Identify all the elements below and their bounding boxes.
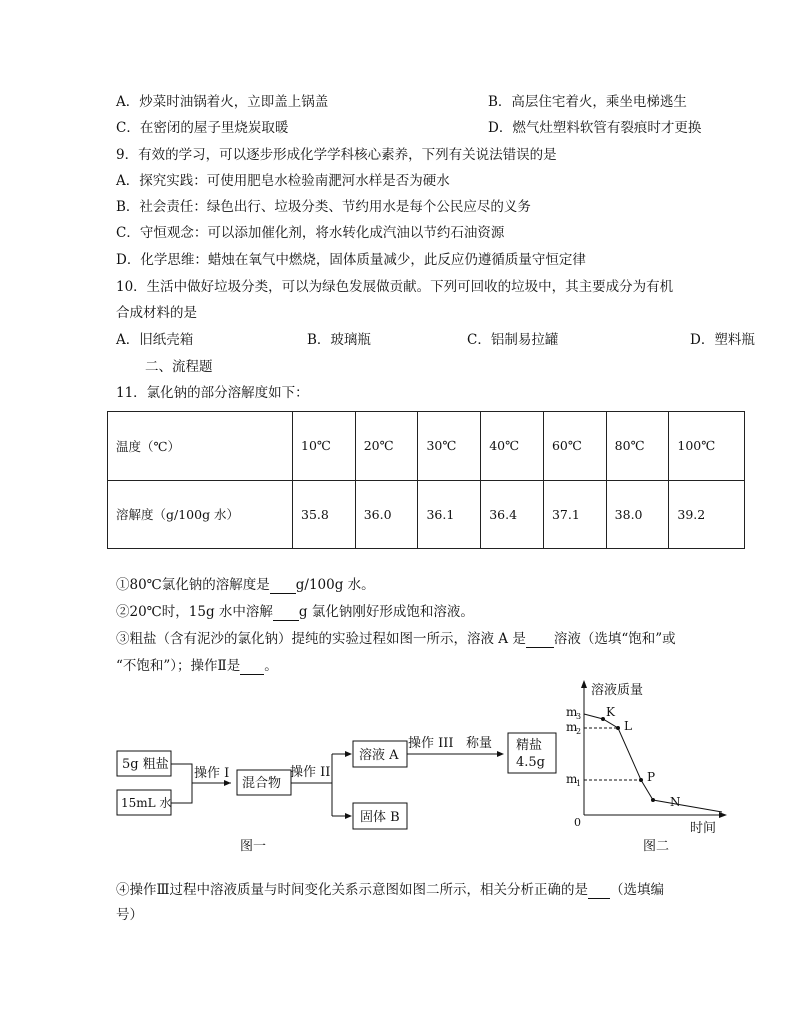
table-cell: 35.8 [293, 480, 356, 549]
label-point-l: L [624, 719, 632, 733]
table-cell: 36.4 [481, 480, 544, 549]
tick-label-m3: m [566, 705, 578, 719]
label-point-n: N [670, 795, 681, 809]
table-cell: 39.2 [669, 480, 745, 549]
table-cell: 60℃ [543, 412, 606, 481]
table-cell: 36.0 [355, 480, 418, 549]
q11-sub3-text-c: “不饱和”）；操作Ⅱ是 [116, 658, 241, 674]
table-cell: 100℃ [669, 412, 745, 481]
q11-sub2-text-a: ②20℃时，15g 水中溶解 [116, 604, 273, 620]
point-l [616, 726, 620, 730]
q10-option-d: D．塑料瓶 [690, 332, 755, 348]
q11-sub1-text-a: ①80℃氯化钠的溶解度是 [116, 577, 270, 593]
x-axis-label: 时间 [690, 821, 717, 836]
q8-option-d: D．燃气灶塑料软管有裂痕时才更换 [488, 120, 702, 136]
label-point-k: K [606, 705, 615, 719]
q11-sub4-text-b: （选填编 [610, 882, 665, 898]
label-crude-salt: 5g 粗盐 [122, 757, 169, 772]
label-fine-salt-mass: 4.5g [516, 755, 545, 770]
point-n [651, 798, 655, 802]
table-cell: 36.1 [418, 480, 481, 549]
label-point-p: P [647, 770, 656, 784]
q9-option-a: A．探究实践：可使用肥皂水检验南淝河水样是否为硬水 [116, 173, 450, 189]
q9-option-b: B．社会责任：绿色出行、垃圾分类、节约用水是每个公民应尽的义务 [116, 199, 531, 215]
table-cell: 20℃ [355, 412, 418, 481]
table-header-solubility: 溶解度（g/100g 水） [108, 480, 293, 549]
tick-label-m1-sub: 1 [576, 779, 582, 788]
figure-two-graph [566, 680, 727, 854]
q8-option-b: B．高层住宅着火，乘坐电梯逃生 [488, 94, 687, 110]
tick-label-m2: m [566, 720, 578, 734]
q10-option-a: A．旧纸壳箱 [116, 332, 194, 348]
label-op3: 操作 III [408, 736, 454, 751]
q9-option-d: D．化学思维：蜡烛在氧气中燃烧，固体质量减少，此反应仍遵循质量守恒定律 [116, 252, 586, 268]
q10-stem-line2: 合成材料的是 [116, 305, 197, 321]
q9-option-c: C．守恒观念：可以添加催化剂，将水转化成汽油以节约石油资源 [116, 225, 505, 241]
q11-sub3-text-d: 。 [264, 658, 278, 674]
label-solid-b: 固体 B [360, 810, 400, 825]
q10-option-c: C．铝制易拉罐 [467, 332, 559, 348]
table-header-temperature: 温度（℃） [108, 412, 293, 481]
tick-label-m1: m [566, 772, 578, 786]
label-fine-salt: 精盐 [516, 738, 543, 753]
label-op2: 操作 II [290, 765, 331, 780]
q9-stem: 9．有效的学习，可以逐步形成化学学科核心素养，下列有关说法错误的是 [116, 147, 557, 163]
q11-sub4-line2: 号） [116, 907, 143, 923]
q11-sub3-text-b: 溶液（选填“饱和”或 [553, 631, 676, 647]
label-op1: 操作 I [194, 766, 230, 781]
figure-one-flowchart [117, 733, 556, 854]
table-cell: 37.1 [543, 480, 606, 549]
arrow-head [345, 751, 352, 757]
tick-label-m3-sub: 3 [576, 712, 582, 721]
label-water: 15mL 水 [121, 796, 172, 810]
q8-option-c: C．在密闭的屋子里烧炭取暖 [116, 120, 289, 136]
point-k [601, 717, 605, 721]
merge-bracket [171, 764, 192, 803]
figure-two-caption: 图二 [643, 839, 670, 854]
y-axis-arrow [581, 680, 587, 688]
y-axis-label: 溶液质量 [591, 683, 644, 698]
mass-time-curve [584, 714, 722, 812]
label-mixture: 混合物 [242, 776, 282, 791]
q10-option-b: B．玻璃瓶 [307, 332, 371, 348]
q11-sub4-text-a: ④操作Ⅲ过程中溶液质量与时间变化关系示意图如图二所示，相关分析正确的是 [116, 882, 589, 898]
table-cell: 38.0 [606, 480, 669, 549]
x-axis-arrow [719, 812, 727, 818]
table-cell: 40℃ [481, 412, 544, 481]
arrow-head [345, 813, 352, 819]
tick-label-m2-sub: 2 [576, 727, 582, 736]
q11-stem: 11．氯化钠的部分溶解度如下： [116, 385, 309, 401]
q11-sub3-text-a: ③粗盐（含有泥沙的氯化钠）提纯的实验过程如图一所示，溶液 A 是 [116, 631, 526, 647]
answer-blank[interactable] [588, 884, 610, 899]
table-cell: 10℃ [293, 412, 356, 481]
q11-sub1-text-b: g/100g 水。 [295, 577, 375, 593]
section-heading: 二、流程题 [145, 359, 213, 375]
label-solution-a: 溶液 A [359, 748, 399, 763]
origin-label: 0 [574, 816, 581, 829]
table-cell: 80℃ [606, 412, 669, 481]
q11-sub4-line1 [116, 881, 664, 899]
q8-option-a: A．炒菜时油锅着火，立即盖上锅盖 [116, 94, 329, 110]
arrow-head [497, 751, 504, 757]
figure-one-caption: 图一 [240, 839, 267, 854]
q11-sub2-text-b: g 氯化钠刚好形成饱和溶液。 [298, 604, 474, 620]
table-cell: 30℃ [418, 412, 481, 481]
label-weigh: 称量 [466, 736, 493, 751]
point-p [639, 778, 643, 782]
q10-stem-line1: 10．生活中做好垃圾分类，可以为绿色发展做贡献。下列可回收的垃圾中，其主要成分为有机 [116, 279, 674, 295]
